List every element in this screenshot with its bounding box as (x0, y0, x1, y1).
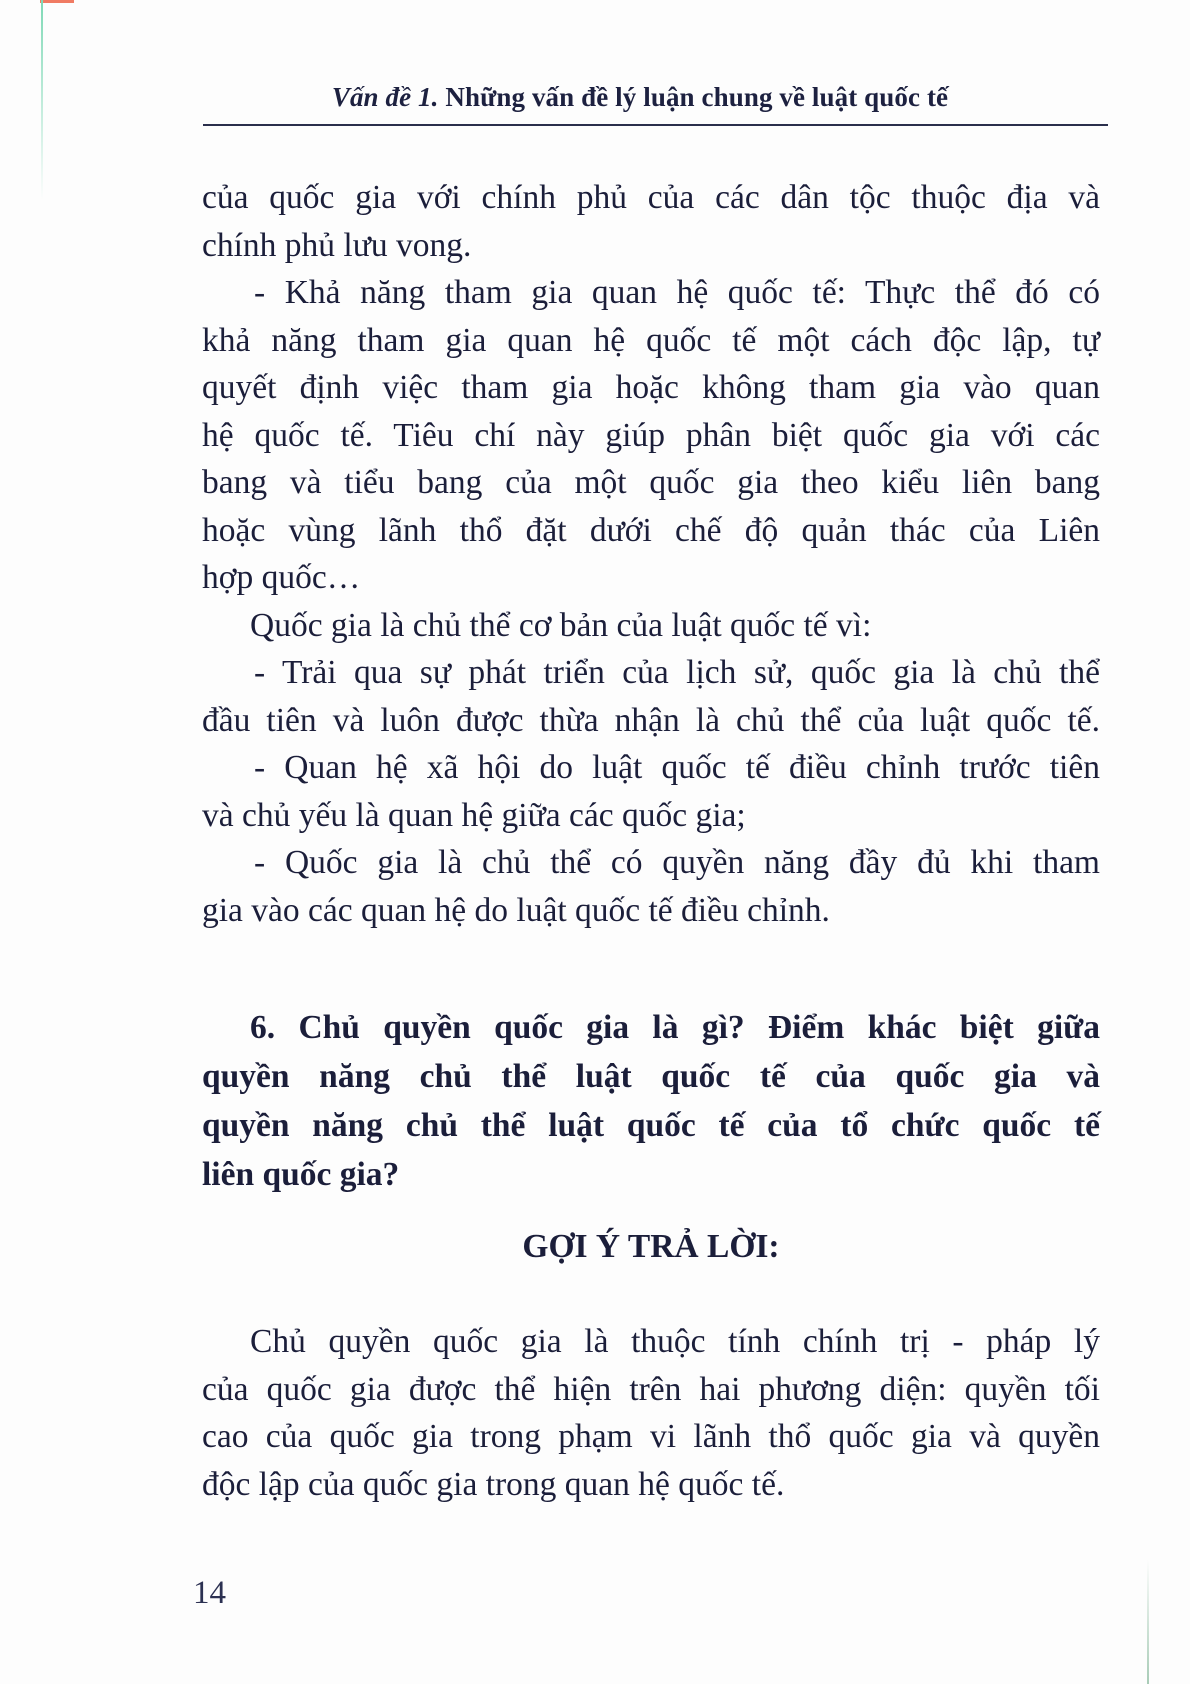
page-number: 14 (193, 1575, 226, 1611)
text-line: Chủ quyền quốc gia là thuộc tính chính trị - pháp lý (250, 1323, 1100, 1360)
answer-body (202, 1318, 1100, 1508)
question-line: liên quốc gia? (202, 1156, 400, 1193)
running-head-title: Những vấn đề lý luận chung về luật quốc tế (445, 82, 949, 112)
answer-heading: GỢI Ý TRẢ LỜI: (522, 1228, 780, 1265)
text-line: đầu tiên và luôn được thừa nhận là chủ thể của luật quốc tế. (202, 701, 1100, 739)
text-line: - Khả năng tham gia quan hệ quốc tế: Thực thể đó có (254, 274, 1100, 311)
question-line: quyền năng chủ thể luật quốc tế của tổ chức quốc tế (202, 1107, 1100, 1144)
text-line: - Quan hệ xã hội do luật quốc tế điều chỉnh trước tiên (254, 749, 1100, 786)
text-line: Quốc gia là chủ thể cơ bản của luật quốc tế vì: (250, 606, 872, 644)
text-line: - Trải qua sự phát triển của lịch sử, quốc gia là chủ thể (254, 654, 1100, 691)
text-line: - Quốc gia là chủ thể có quyền năng đầy đủ khi tham (254, 844, 1100, 881)
running-head (200, 82, 1080, 113)
body-section-criteria (202, 174, 1100, 934)
text-line: của quốc gia với chính phủ của các dân tộc thuộc địa và (202, 179, 1100, 216)
question-heading (202, 1003, 1100, 1199)
text-line: và chủ yếu là quan hệ giữa các quốc gia; (202, 796, 746, 834)
text-line: cao của quốc gia trong phạm vi lãnh thổ quốc gia và quyền (202, 1418, 1100, 1455)
running-head-lead: Vấn đề 1. (331, 82, 439, 112)
text-line: hoặc vùng lãnh thổ đặt dưới chế độ quản thác của Liên (202, 511, 1100, 549)
text-line: độc lập của quốc gia trong quan hệ quốc tế. (202, 1465, 785, 1503)
text-line: bang và tiểu bang của một quốc gia theo kiểu liên bang (202, 464, 1100, 501)
question-line: quyền năng chủ thể luật quốc tế của quốc gia và (202, 1058, 1100, 1095)
text-line: quyết định việc tham gia hoặc không tham gia vào quan (202, 369, 1100, 406)
page-left-edge (41, 0, 43, 200)
text-line: chính phủ lưu vong. (202, 226, 472, 264)
page-corner-mark (40, 0, 74, 3)
text-line: khả năng tham gia quan hệ quốc tế một cách độc lập, tự (202, 321, 1100, 359)
header-divider (203, 124, 1108, 126)
text-line: của quốc gia được thể hiện trên hai phương diện: quyền tối (202, 1370, 1100, 1408)
text-line: gia vào các quan hệ do luật quốc tế điều chỉnh. (202, 891, 830, 929)
page-right-edge (1147, 1560, 1149, 1684)
question-line: 6. Chủ quyền quốc gia là gì? Điểm khác biệt giữa (250, 1009, 1100, 1046)
text-line: hợp quốc… (202, 559, 361, 596)
text-line: hệ quốc tế. Tiêu chí này giúp phân biệt quốc gia với các (202, 416, 1100, 454)
